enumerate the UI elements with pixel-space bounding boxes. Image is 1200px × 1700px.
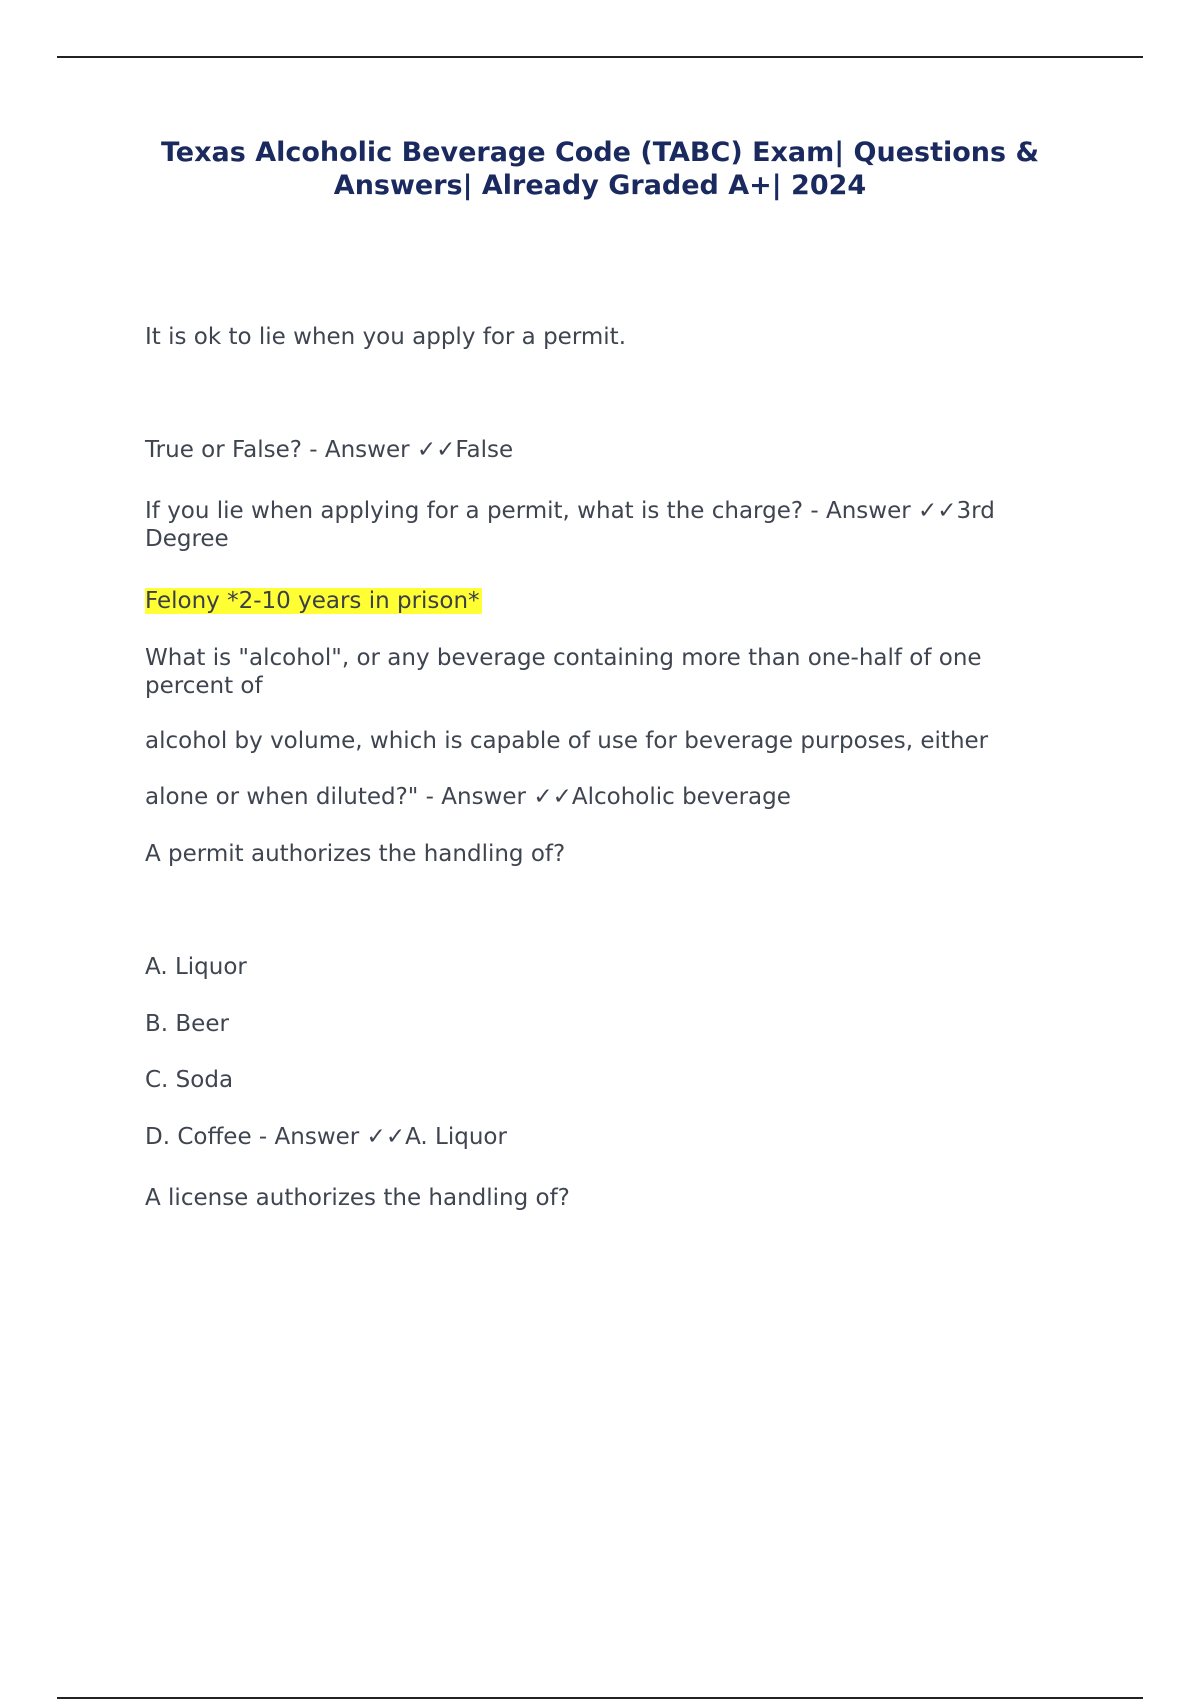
title-line-2: Answers| Already Graded A+| 2024: [333, 170, 867, 201]
document-title: [100, 136, 1100, 202]
title-line-1: Texas Alcoholic Beverage Code (TABC) Exam| Questions &: [160, 137, 1040, 168]
question-alcohol-definition-cont-2: alcohol by volume, which is capable of use for beverage purposes, either: [145, 728, 989, 754]
highlighted-felony-line: [145, 587, 1095, 615]
question-alcohol-definition: What is "alcohol", or any beverage containing more than one-half of one: [145, 645, 982, 671]
question-permit-lie: It is ok to lie when you apply for a permit.: [145, 324, 627, 350]
answer-alcoholic-beverage: alone or when diluted?" - Answer ✓✓Alcoholic beverage: [145, 784, 791, 810]
option-c: C. Soda: [145, 1067, 234, 1093]
option-a: A. Liquor: [145, 954, 247, 980]
highlighted-text: Felony *2-10 years in prison*: [145, 588, 480, 614]
top-rule: [57, 56, 1143, 58]
question-lie-charge: If you lie when applying for a permit, what is the charge? - Answer ✓✓3rd: [145, 498, 995, 524]
answer-true-false: True or False? - Answer ✓✓False: [145, 437, 514, 463]
question-lie-charge-cont: Degree: [145, 526, 229, 552]
option-d-answer: D. Coffee - Answer ✓✓A. Liquor: [145, 1124, 507, 1150]
bottom-rule: [57, 1697, 1143, 1699]
question-permit-handling: A permit authorizes the handling of?: [145, 841, 566, 867]
question-license-handling: A license authorizes the handling of?: [145, 1185, 570, 1211]
option-b: B. Beer: [145, 1011, 229, 1037]
question-alcohol-definition-cont: percent of: [145, 673, 263, 699]
